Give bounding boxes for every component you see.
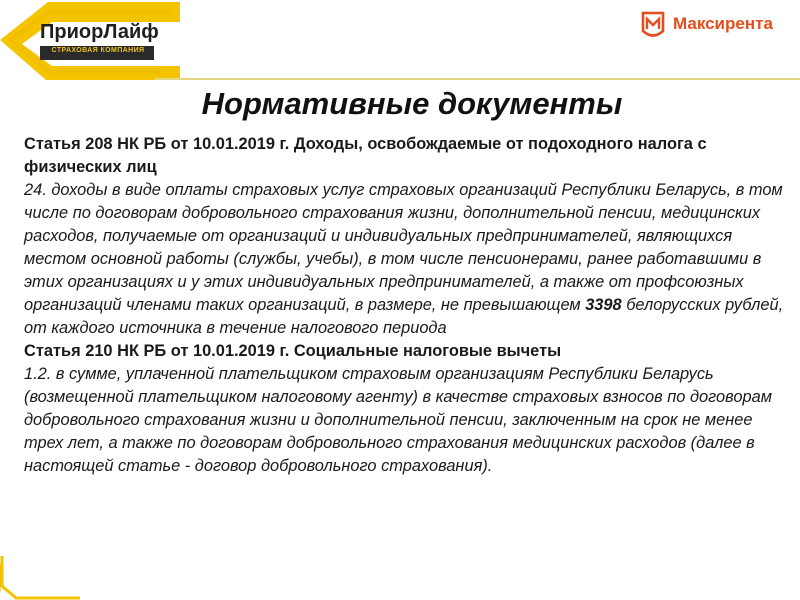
maksirenta-name: Максирента — [673, 14, 773, 33]
priorlife-name: ПриорЛайф — [40, 21, 159, 43]
maksirenta-logo — [640, 8, 790, 44]
article-210-text: 1.2. в сумме, уплаченной плательщиком страховым организациям Республики Беларусь (возмещенной плательщиком налоговому агенту) в качестве страховых взносов по договорам добровольного страхования жизни и дополнительной пенсии, заключенным на срок не менее трех лет, а также по договорам добровольного страхования медицинских расходов (далее в настоящей статье - договор добровольного страхования). — [24, 365, 772, 475]
article-208-text-after: белорусских рублей, от каждого источника в течение налогового периода — [24, 296, 784, 337]
article-210-heading: Статья 210 НК РБ от 10.01.2019 г. Социальные налоговые вычеты — [24, 342, 562, 360]
priorlife-logo — [0, 0, 180, 82]
article-208-amount: 3398 — [585, 296, 622, 314]
content-body — [24, 133, 786, 478]
shield-icon — [640, 11, 666, 41]
corner-decoration-icon — [0, 556, 80, 600]
article-208-heading: Статья 208 НК РБ от 10.01.2019 г. Доходы, освобождаемые от подоходного налога с физических лиц — [24, 135, 707, 176]
article-208-text-before: 24. доходы в виде оплаты страховых услуг страховых организаций Республики Беларусь, в том числе по договорам добровольного страхования жизни, дополнительной пенсии, медицинских расходов, получаемые от организаций и индивидуальных предпринимателей, являющихся местом основной работы (службы, учебы), в том числе пенсионерами, ранее работавшими в этих организациях и у этих индивидуальных предпринимателей, а также от профсоюзных организаций членами таких организаций, в размере, не превышающем — [24, 181, 783, 314]
article-208-text — [24, 179, 786, 340]
page-title: Нормативные документы — [201, 86, 623, 121]
priorlife-subtitle: СТРАХОВАЯ КОМПАНИЯ — [51, 47, 145, 54]
header-divider — [155, 78, 800, 80]
